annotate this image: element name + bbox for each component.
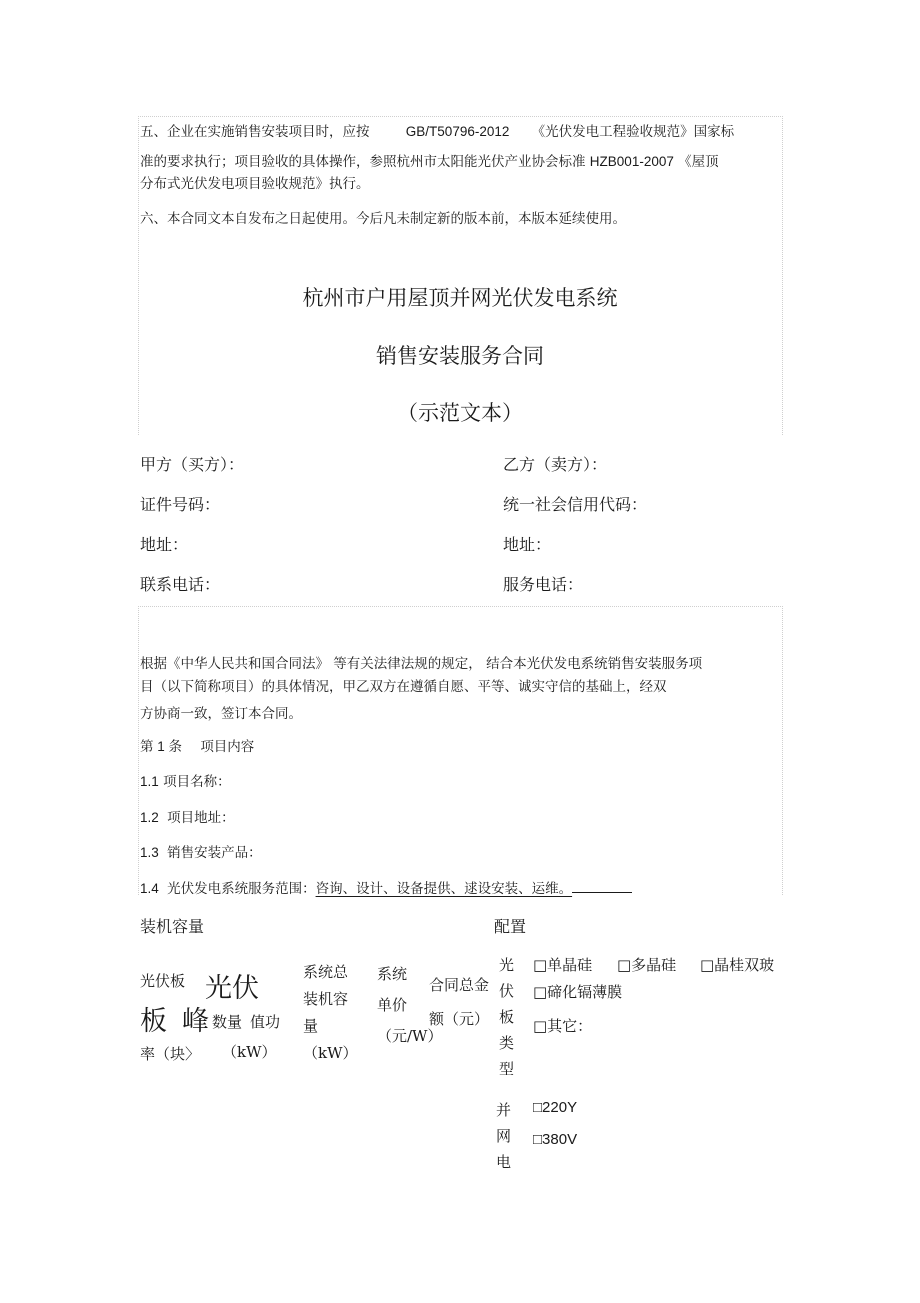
preamble-line-3: 方协商一致，签订本合同。 bbox=[140, 706, 302, 722]
panel-option-cdte[interactable]: □碲化镉薄膜 bbox=[533, 983, 623, 1001]
pv-col-small-4: 率（块〉 bbox=[140, 1045, 201, 1063]
pv-col-big-3: 峰 bbox=[182, 1006, 209, 1037]
service-scope-value: 咨询、设计、设备提供、逑设安装、运维。 bbox=[315, 881, 573, 897]
party-a-label: 甲方（买方）： bbox=[140, 455, 245, 474]
contract-title-line-2: 销售安装服务合同 bbox=[376, 344, 544, 368]
intro-item-5-line-3: 分布式光伏发电项目验收规范》执行。 bbox=[140, 176, 370, 192]
address-b-label: 地址： bbox=[503, 535, 552, 554]
article-1-heading: 第 1 条 项目内容 bbox=[140, 739, 255, 755]
phone-a-label: 联系电话： bbox=[140, 575, 221, 594]
address-a-label: 地址： bbox=[140, 535, 189, 554]
panel-option-poly[interactable]: □多晶硅 bbox=[617, 956, 677, 974]
intro-item-6: 六、本合同文本自发布之日起使用。今后凡未制定新的版本前，本版本延续使用。 bbox=[140, 211, 626, 227]
pv-col-small-5: （kW） bbox=[222, 1043, 277, 1061]
grid-voltage-label: 并网电 bbox=[496, 1101, 512, 1171]
pv-col-small-3: 值功 bbox=[250, 1013, 281, 1031]
contract-title-line-1: 杭州市户用屋顶并网光伏发电系统 bbox=[302, 286, 618, 310]
credit-code-label: 统一社会信用代码： bbox=[503, 495, 648, 514]
pv-col-big-2: 板 bbox=[140, 1006, 167, 1037]
intro-item-5-line-2: 准的要求执行；项目验收的具体操作，参照杭州市太阳能光伏产业协会标准 HZB001-2007 《屋顶 bbox=[140, 154, 719, 170]
grid-option-220[interactable]: □220Y bbox=[533, 1099, 578, 1116]
article-1-item-2: 1.2 项目地址： bbox=[140, 810, 235, 826]
pv-col-small-1: 光伏板 bbox=[140, 972, 186, 990]
panel-option-mono[interactable]: □单晶硅 bbox=[533, 956, 593, 974]
article-1-item-3: 1.3 销售安装产品： bbox=[140, 845, 262, 861]
total-capacity-header: 系统总装机容量（kW） bbox=[303, 963, 358, 1062]
config-header: 配置 bbox=[494, 917, 527, 936]
id-number-label: 证件号码： bbox=[140, 495, 221, 514]
preamble-line-1: 根据《中华人民共和国合同法》 等有关法律法规的规定， 结合本光伏发电系统销售安装服务项 bbox=[140, 656, 703, 672]
grid-option-380[interactable]: □380V bbox=[533, 1131, 578, 1148]
contract-amount-header: 合同总金额（元） bbox=[428, 976, 489, 1028]
panel-type-label: 光伏板类型 bbox=[499, 956, 515, 1078]
panel-option-double-glass[interactable]: □晶桂双玻 bbox=[700, 956, 775, 974]
pv-col-big-1: 光伏 bbox=[205, 973, 259, 1004]
capacity-header: 装机容量 bbox=[140, 917, 205, 936]
pv-col-small-2: 数量 bbox=[212, 1013, 243, 1031]
article-1-item-1: 1.1 项目名称： bbox=[140, 774, 231, 790]
unit-price-header: 系统单价（元/W） bbox=[377, 965, 443, 1045]
party-b-label: 乙方（卖方）： bbox=[503, 455, 608, 474]
article-1-item-4: 1.4 光伏发电系统服务范围：咨询、设计、设备提供、逑设安装、运维。 bbox=[140, 877, 632, 897]
preamble-line-2: 目（以下简称项目）的具体情况，甲乙双方在遵循自愿、平等、诚实守信的基础上，经双 bbox=[140, 679, 667, 695]
intro-item-5-line-1: 五、企业在实施销售安装项目时，应按 GB/T50796-2012 《光伏发电工程验收规范》国家标 bbox=[140, 124, 735, 140]
contract-title-line-3: （示范文本） bbox=[397, 401, 523, 425]
phone-b-label: 服务电话： bbox=[503, 575, 584, 594]
panel-option-other[interactable]: □其它： bbox=[533, 1017, 593, 1035]
